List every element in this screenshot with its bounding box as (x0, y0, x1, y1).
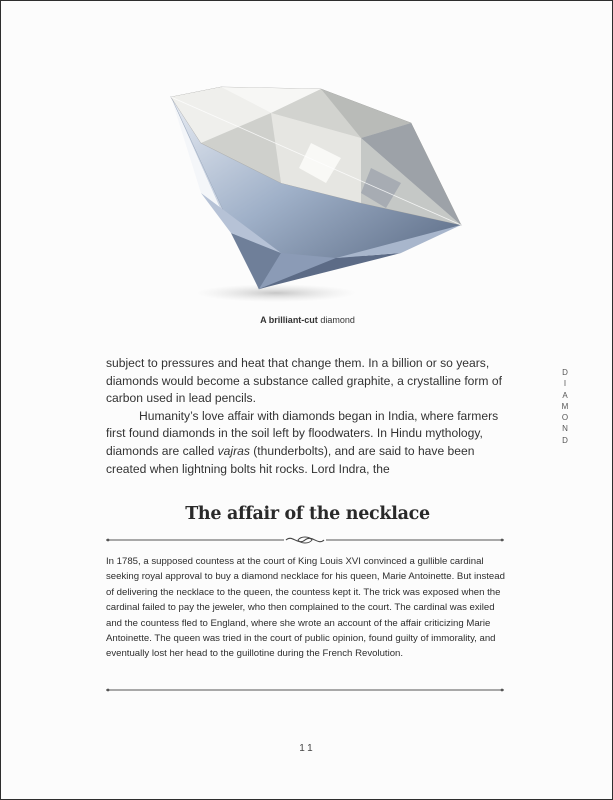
section-side-label (560, 367, 570, 446)
figure-caption (1, 315, 613, 325)
side-letter: A (562, 390, 568, 400)
side-letter: I (563, 379, 567, 389)
side-letter: D (562, 368, 568, 377)
body-paragraph-2 (106, 408, 506, 478)
body-paragraph-1: subject to pressures and heat that change them. In a billion or so years, diamonds would become a substance called graphite, a crystalline form of carbon used in lead pencils. (106, 356, 502, 406)
side-letter: O (561, 413, 569, 423)
paragraph-2-text-before: Humanity’s love affair with diamonds began in India, where farmers first found diamonds in the soil left by floodwaters. In Hindu mythology, diamonds are called (106, 408, 499, 458)
ornamental-divider (106, 534, 504, 546)
diamond-image (161, 83, 471, 308)
side-letter: M (561, 401, 569, 411)
bottom-divider (106, 684, 504, 696)
sidebar-title: The affair of the necklace (185, 504, 430, 524)
page-number: 11 (299, 743, 316, 754)
caption-rest: diamond (317, 315, 355, 325)
side-letter: N (562, 424, 568, 434)
body-text (106, 355, 506, 478)
caption-bold: A brilliant-cut (260, 315, 318, 325)
paragraph-2-italic: vajras (217, 443, 250, 458)
paragraph-2-text-after: (thunderbolts), and are said to have been created when lightning bolts hit rocks. Lord Indra, the (106, 443, 475, 476)
sidebar-text: In 1785, a supposed countess at the court of King Louis XVI convinced a gullible cardinal seeking royal approval to buy a diamond necklace for his queen, Marie Antoinette. But instead of delivering the necklace to the queen, the countess kept it. The trick was exposed when the cardinal failed to pay the jeweler, who then complained to the court. The cardinal was exiled and the countess fled to England, where she wrote an account of the affair criticizing Marie Antoinette. The queen was tried in the court of public opinion, found guilty of immorality, and eventually lost her head to the guillotine during the French Revolution. (106, 556, 505, 660)
side-letter: D (562, 435, 568, 445)
